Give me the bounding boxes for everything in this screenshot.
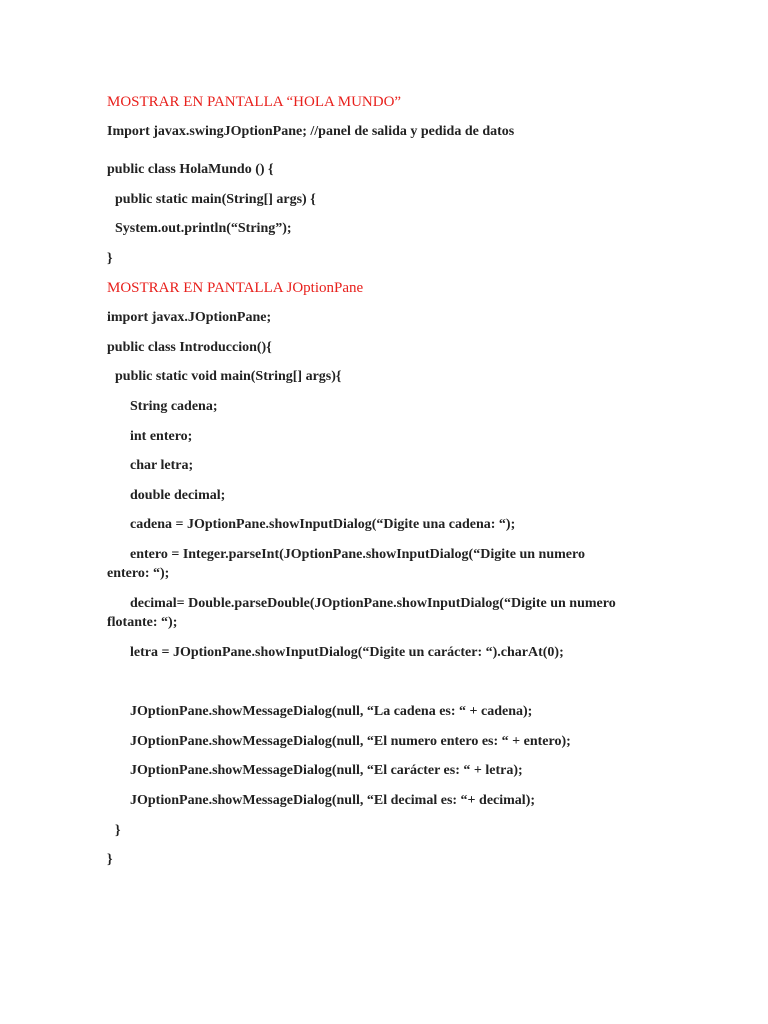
code-line-assign-cadena: cadena = JOptionPane.showInputDialog(“Digite una cadena: “);: [130, 517, 516, 532]
code-line-class-holamundo: public class HolaMundo () {: [107, 162, 274, 177]
code-line-msg-letra: JOptionPane.showMessageDialog(null, “El carácter es: “ + letra);: [130, 763, 523, 778]
code-line-main-introduccion: public static void main(String[] args){: [115, 369, 342, 384]
code-line-decl-cadena: String cadena;: [130, 399, 218, 414]
code-line-assign-letra: letra = JOptionPane.showInputDialog(“Digite un carácter: “).charAt(0);: [130, 645, 564, 660]
code-line-assign-decimal-2: flotante: “);: [107, 615, 178, 630]
code-line-close-main: }: [115, 823, 121, 838]
code-line-decl-entero: int entero;: [130, 429, 193, 444]
code-line-decl-letra: char letra;: [130, 458, 194, 473]
code-line-class-introduccion: public class Introduccion(){: [107, 340, 272, 355]
code-line-assign-decimal-1: decimal= Double.parseDouble(JOptionPane.showInputDialog(“Digite un numero: [130, 596, 616, 611]
code-line-assign-entero-1: entero = Integer.parseInt(JOptionPane.showInputDialog(“Digite un numero: [130, 547, 585, 562]
code-line-msg-cadena: JOptionPane.showMessageDialog(null, “La cadena es: “ + cadena);: [130, 704, 533, 719]
code-line-decl-decimal: double decimal;: [130, 488, 226, 503]
heading-hola-mundo: MOSTRAR EN PANTALLA “HOLA MUNDO”: [107, 94, 402, 110]
code-line-import-javax: import javax.JOptionPane;: [107, 310, 272, 325]
heading-joptionpane: MOSTRAR EN PANTALLA JOptionPane: [107, 280, 364, 296]
code-line-main-holamundo: public static main(String[] args) {: [115, 192, 316, 207]
code-line-msg-entero: JOptionPane.showMessageDialog(null, “El numero entero es: “ + entero);: [130, 734, 571, 749]
code-line-close-class: }: [107, 852, 113, 867]
code-line-import-swing: Import javax.swingJOptionPane; //panel de salida y pedida de datos: [107, 124, 515, 139]
code-line-close-holamundo: }: [107, 251, 113, 266]
code-line-assign-entero-2: entero: “);: [107, 566, 170, 581]
code-line-println: System.out.println(“String”);: [115, 221, 292, 236]
code-line-msg-decimal: JOptionPane.showMessageDialog(null, “El decimal es: “+ decimal);: [130, 793, 536, 808]
